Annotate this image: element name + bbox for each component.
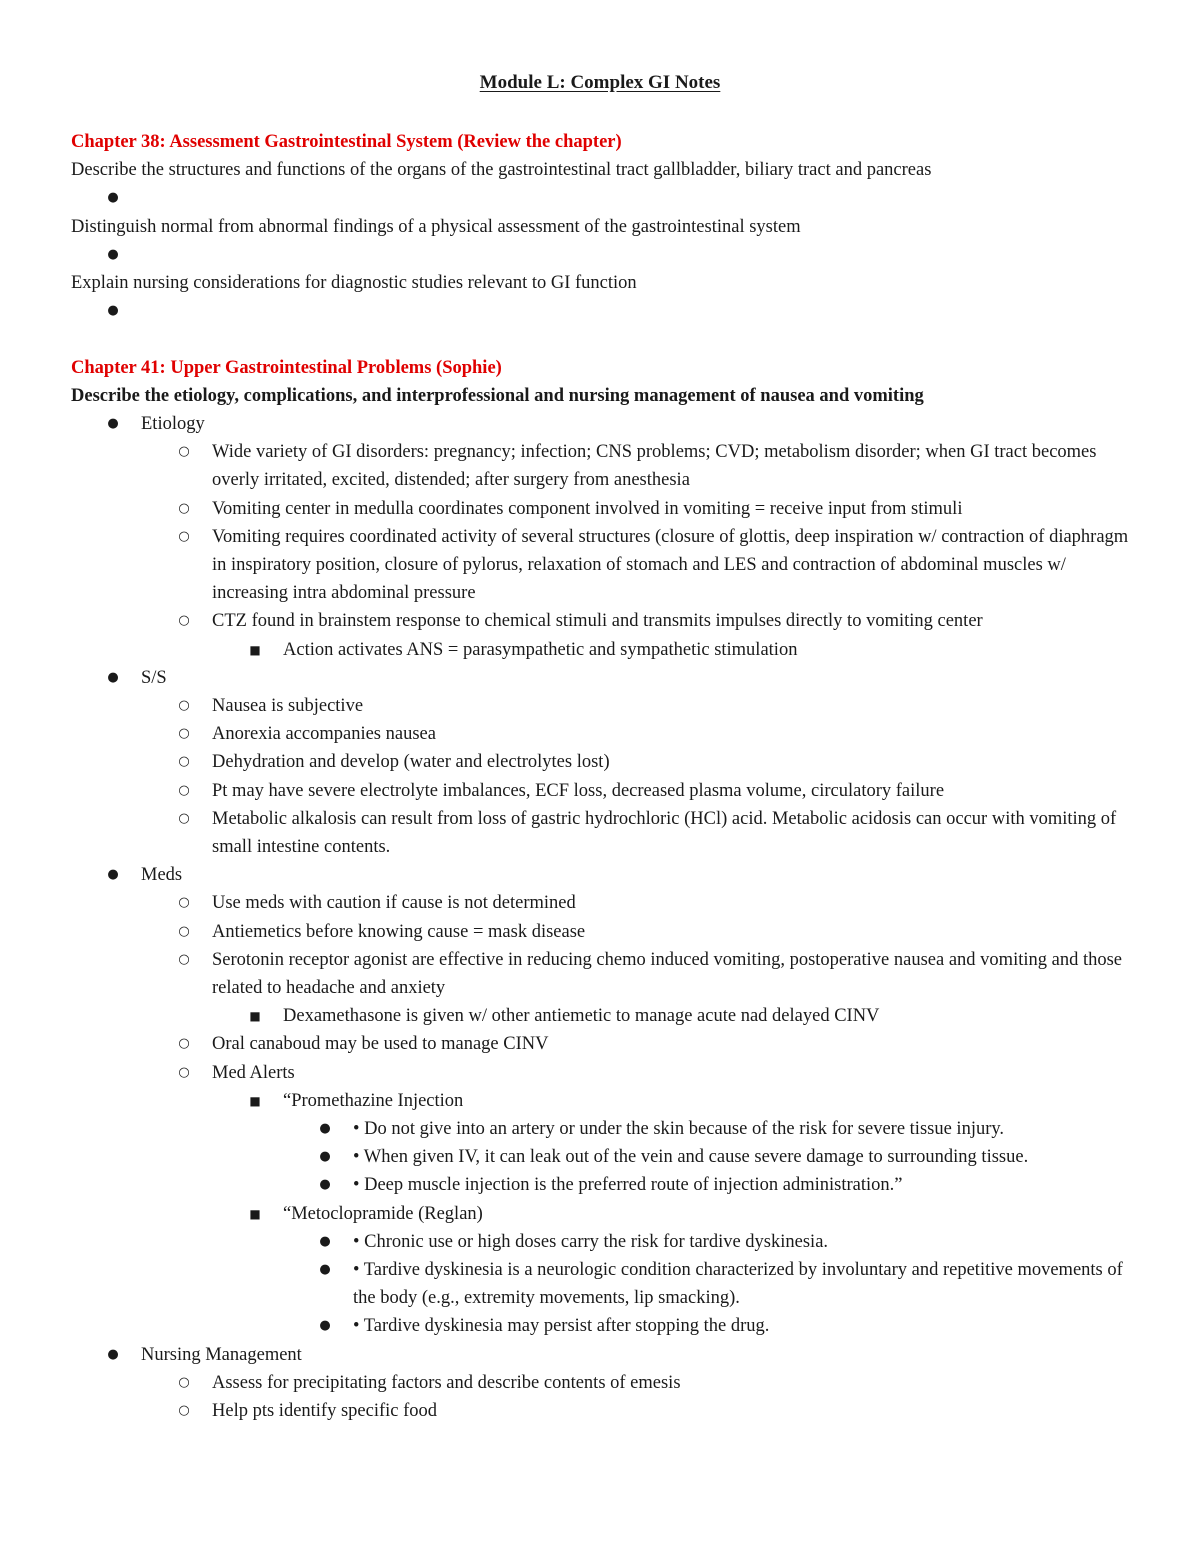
square-bullet-icon: ■ [249, 1093, 261, 1108]
page-title: Module L: Complex GI Notes [479, 72, 721, 93]
list-item [71, 1002, 1131, 1030]
chapter-38-heading [71, 128, 1131, 156]
list-item-text: Pt may have severe electrolyte imbalances, ECF loss, decreased plasma volume, circulatory failure [212, 780, 945, 801]
list-item-text: Vomiting center in medulla coordinates component involved in vomiting = receive input from stimuli [212, 498, 963, 519]
list-item-ss [71, 664, 1131, 692]
empty-bullet [71, 241, 1131, 269]
list-item-text: • Deep muscle injection is the preferred route of injection administration.” [353, 1175, 903, 1196]
list-item-text: Wide variety of GI disorders: pregnancy; infection; CNS problems; CVD; metabolism disorder; when GI tract becomes overly irritated, excited, distended; after surgery from anesthesia [212, 442, 1097, 491]
disc-bullet-icon: ● [319, 1121, 331, 1137]
list-item-med-alerts [71, 1059, 1131, 1087]
circle-bullet-icon: ○ [178, 923, 190, 939]
empty-bullet [71, 184, 1131, 212]
circle-bullet-icon: ○ [178, 726, 190, 742]
list-item-text: Nausea is subjective [212, 696, 364, 716]
circle-bullet-icon: ○ [178, 1064, 190, 1080]
list-item [71, 1397, 1131, 1425]
circle-bullet-icon: ○ [178, 1374, 190, 1390]
list-item [71, 607, 1131, 635]
list-item-text: Dehydration and develop (water and electrolytes lost) [212, 752, 610, 773]
list-item [71, 946, 1131, 1002]
list-item-text: “Promethazine Injection [283, 1090, 464, 1111]
list-item [71, 1228, 1131, 1256]
list-item-etiology [71, 410, 1131, 438]
section-spacer [71, 325, 1131, 353]
list-item [71, 1030, 1131, 1058]
disc-bullet-icon: ● [107, 669, 119, 685]
list-item-text: • Tardive dyskinesia may persist after stopping the drug. [353, 1316, 770, 1337]
square-bullet-icon: ■ [249, 642, 261, 657]
circle-bullet-icon: ○ [178, 951, 190, 967]
list-item-text: Action activates ANS = parasympathetic and sympathetic stimulation [283, 639, 798, 660]
list-item-text: Assess for precipitating factors and describe contents of emesis [212, 1372, 681, 1393]
list-item-text: Oral canaboud may be used to manage CINV [212, 1034, 549, 1055]
circle-bullet-icon: ○ [178, 1036, 190, 1052]
list-item [71, 748, 1131, 776]
list-item-text: Anorexia accompanies nausea [212, 724, 436, 745]
circle-bullet-icon: ○ [178, 782, 190, 798]
list-item [71, 1312, 1131, 1340]
disc-bullet-icon: ● [107, 190, 119, 206]
list-item-text: Nursing Management [141, 1344, 302, 1365]
disc-bullet-icon: ● [107, 303, 119, 319]
circle-bullet-icon: ○ [178, 444, 190, 460]
circle-bullet-icon: ○ [178, 698, 190, 713]
list-item-text: Vomiting requires coordinated activity of several structures (closure of glottis, deep inspiration w/ contraction of diaphragm in inspiratory position, closure of pylorus, relaxation of stomach and LES and contraction of abdominal muscles w/ increasing intra abdominal pressure [212, 526, 1129, 604]
list-item-text: Metabolic alkalosis can result from loss of gastric hydrochloric (HCl) acid. Metabolic acidosis can occur with vomiting of small intestine contents. [212, 808, 1117, 858]
list-item-text: Meds [141, 865, 183, 886]
disc-bullet-icon: ● [319, 1318, 331, 1334]
list-item-text: “Metoclopramide (Reglan) [283, 1203, 483, 1224]
list-item-text: Dexamethasone is given w/ other antiemetic to manage acute nad delayed CINV [283, 1006, 880, 1027]
list-item [71, 438, 1131, 494]
list-item [71, 1171, 1131, 1199]
list-item-text: • Do not give into an artery or under the skin because of the risk for severe tissue injury. [353, 1119, 1005, 1140]
list-item-text: S/S [141, 667, 167, 688]
list-item-text: Help pts identify specific food [212, 1401, 438, 1422]
list-item [71, 692, 1131, 720]
chapter-41-heading: Chapter 41: Upper Gastrointestinal Problems (Sophie) [71, 357, 502, 378]
disc-bullet-icon: ● [319, 1262, 331, 1278]
list-item [71, 636, 1131, 664]
circle-bullet-icon: ○ [178, 895, 190, 911]
list-item-text: Serotonin receptor agonist are effective in reducing chemo induced vomiting, postoperative nausea and vomiting and those related to headache and anxiety [212, 949, 1122, 999]
circle-bullet-icon: ○ [178, 500, 190, 516]
list-item [71, 1143, 1131, 1171]
circle-bullet-icon: ○ [178, 1403, 190, 1419]
list-item-text: Etiology [141, 413, 205, 434]
list-item-text: CTZ found in brainstem response to chemical stimuli and transmits impulses directly to vomiting center [212, 611, 983, 632]
empty-bullet [71, 297, 1131, 325]
list-item [71, 1115, 1131, 1143]
list-item [71, 918, 1131, 946]
circle-bullet-icon: ○ [178, 754, 190, 770]
list-item [71, 523, 1131, 608]
objective-text: Distinguish normal from abnormal findings of a physical assessment of the gastrointestinal system [71, 216, 801, 237]
list-item-promethazine [71, 1087, 1131, 1115]
list-item [71, 495, 1131, 523]
list-item-text: Antiemetics before knowing cause = mask disease [212, 921, 586, 942]
list-item [71, 720, 1131, 748]
list-item-text: Med Alerts [212, 1062, 295, 1083]
circle-bullet-icon: ○ [178, 613, 190, 629]
square-bullet-icon: ■ [249, 1206, 261, 1221]
circle-bullet-icon: ○ [178, 810, 190, 826]
objective-text: Describe the structures and functions of the organs of the gastrointestinal tract gallbladder, biliary tract and pancreas [71, 160, 932, 181]
list-item-meds [71, 861, 1131, 889]
notes-body [71, 128, 1131, 1425]
list-item-text: • When given IV, it can leak out of the vein and cause severe damage to surrounding tissue. [353, 1147, 1029, 1168]
list-item-text: Use meds with caution if cause is not determined [212, 893, 576, 914]
list-item-metoclopramide [71, 1200, 1131, 1228]
disc-bullet-icon: ● [319, 1177, 331, 1193]
chapter-38-heading-text: Chapter 38: Assessment Gastrointestinal System (Review the chapter) [71, 132, 622, 152]
list-item [71, 805, 1131, 861]
list-item [71, 777, 1131, 805]
list-item-nursing-management [71, 1341, 1131, 1369]
list-item-text: • Chronic use or high doses carry the risk for tardive dyskinesia. [353, 1231, 829, 1252]
list-item [71, 1369, 1131, 1397]
list-item-text: • Tardive dyskinesia is a neurologic condition characterized by involuntary and repetitive movements of the body (e.g., extremity movements, lip smacking). [353, 1260, 1123, 1309]
objective-text: Explain nursing considerations for diagnostic studies relevant to GI function [71, 272, 637, 293]
list-item [71, 889, 1131, 917]
disc-bullet-icon: ● [107, 246, 119, 262]
circle-bullet-icon: ○ [178, 528, 190, 544]
objective-heading: Describe the etiology, complications, and interprofessional and nursing management of nausea and vomiting [71, 385, 924, 406]
disc-bullet-icon: ● [319, 1149, 331, 1165]
disc-bullet-icon: ● [107, 867, 119, 883]
square-bullet-icon: ■ [249, 1009, 261, 1024]
disc-bullet-icon: ● [107, 1346, 119, 1362]
disc-bullet-icon: ● [107, 415, 119, 431]
list-item [71, 1256, 1131, 1312]
disc-bullet-icon: ● [319, 1233, 331, 1249]
